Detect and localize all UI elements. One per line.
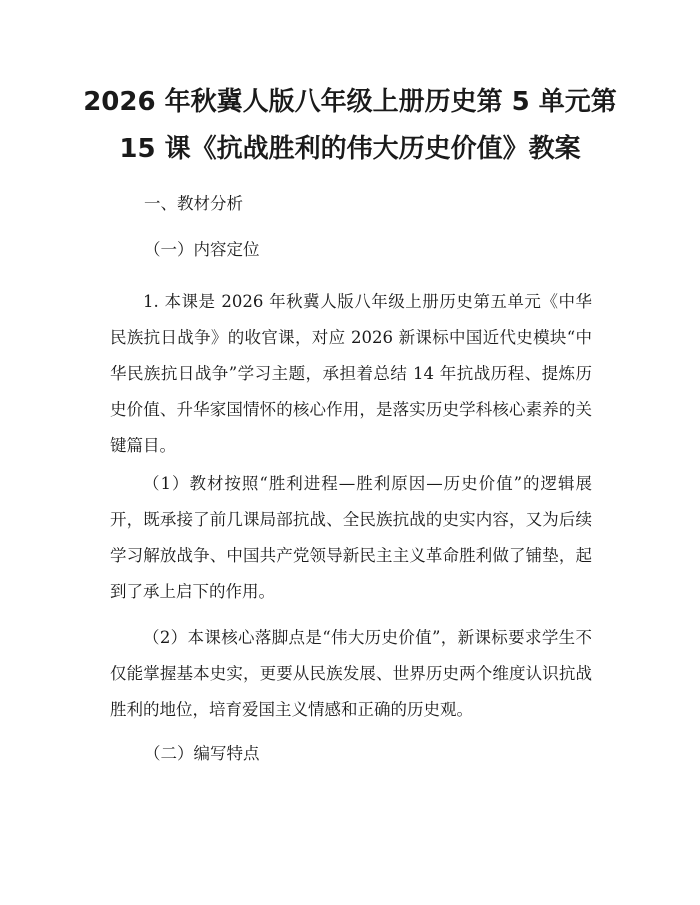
document-title-line-1: 2026 年秋冀人版八年级上册历史第 5 单元第: [83, 87, 617, 117]
subsection-heading-writing-features: （二）编写特点: [144, 744, 260, 763]
paragraph-1: 1. 本课是 2026 年秋冀人版八年级上册历史第五单元《中华民族抗日战争》的收官课，对应 2026 新课标中国近代史模块“中华民族抗日战争”学习主题，承担着总结 14 年抗战历程、提炼历史价值、升华家国情怀的核心作用，是落实历史学科核心素养的关键篇目。: [110, 292, 592, 455]
paragraph-2: （1）教材按照“胜利进程—胜利原因—历史价值”的逻辑展开，既承接了前几课局部抗战、全民族抗战的史实内容，又为后续学习解放战争、中国共产党领导新民主主义革命胜利做了铺垫，起到了承上启下的作用。: [110, 474, 592, 601]
document-title-line-2: 15 课《抗战胜利的伟大历史价值》教案: [119, 134, 581, 164]
section-heading-teaching-material-analysis: 一、教材分析: [144, 194, 243, 213]
subsection-heading-content-positioning: （一）内容定位: [144, 240, 260, 259]
paragraph-3: （2）本课核心落脚点是“伟大历史价值”，新课标要求学生不仅能掌握基本史实，更要从民族发展、世界历史两个维度认识抗战胜利的地位，培育爱国主义情感和正确的历史观。: [110, 628, 592, 719]
